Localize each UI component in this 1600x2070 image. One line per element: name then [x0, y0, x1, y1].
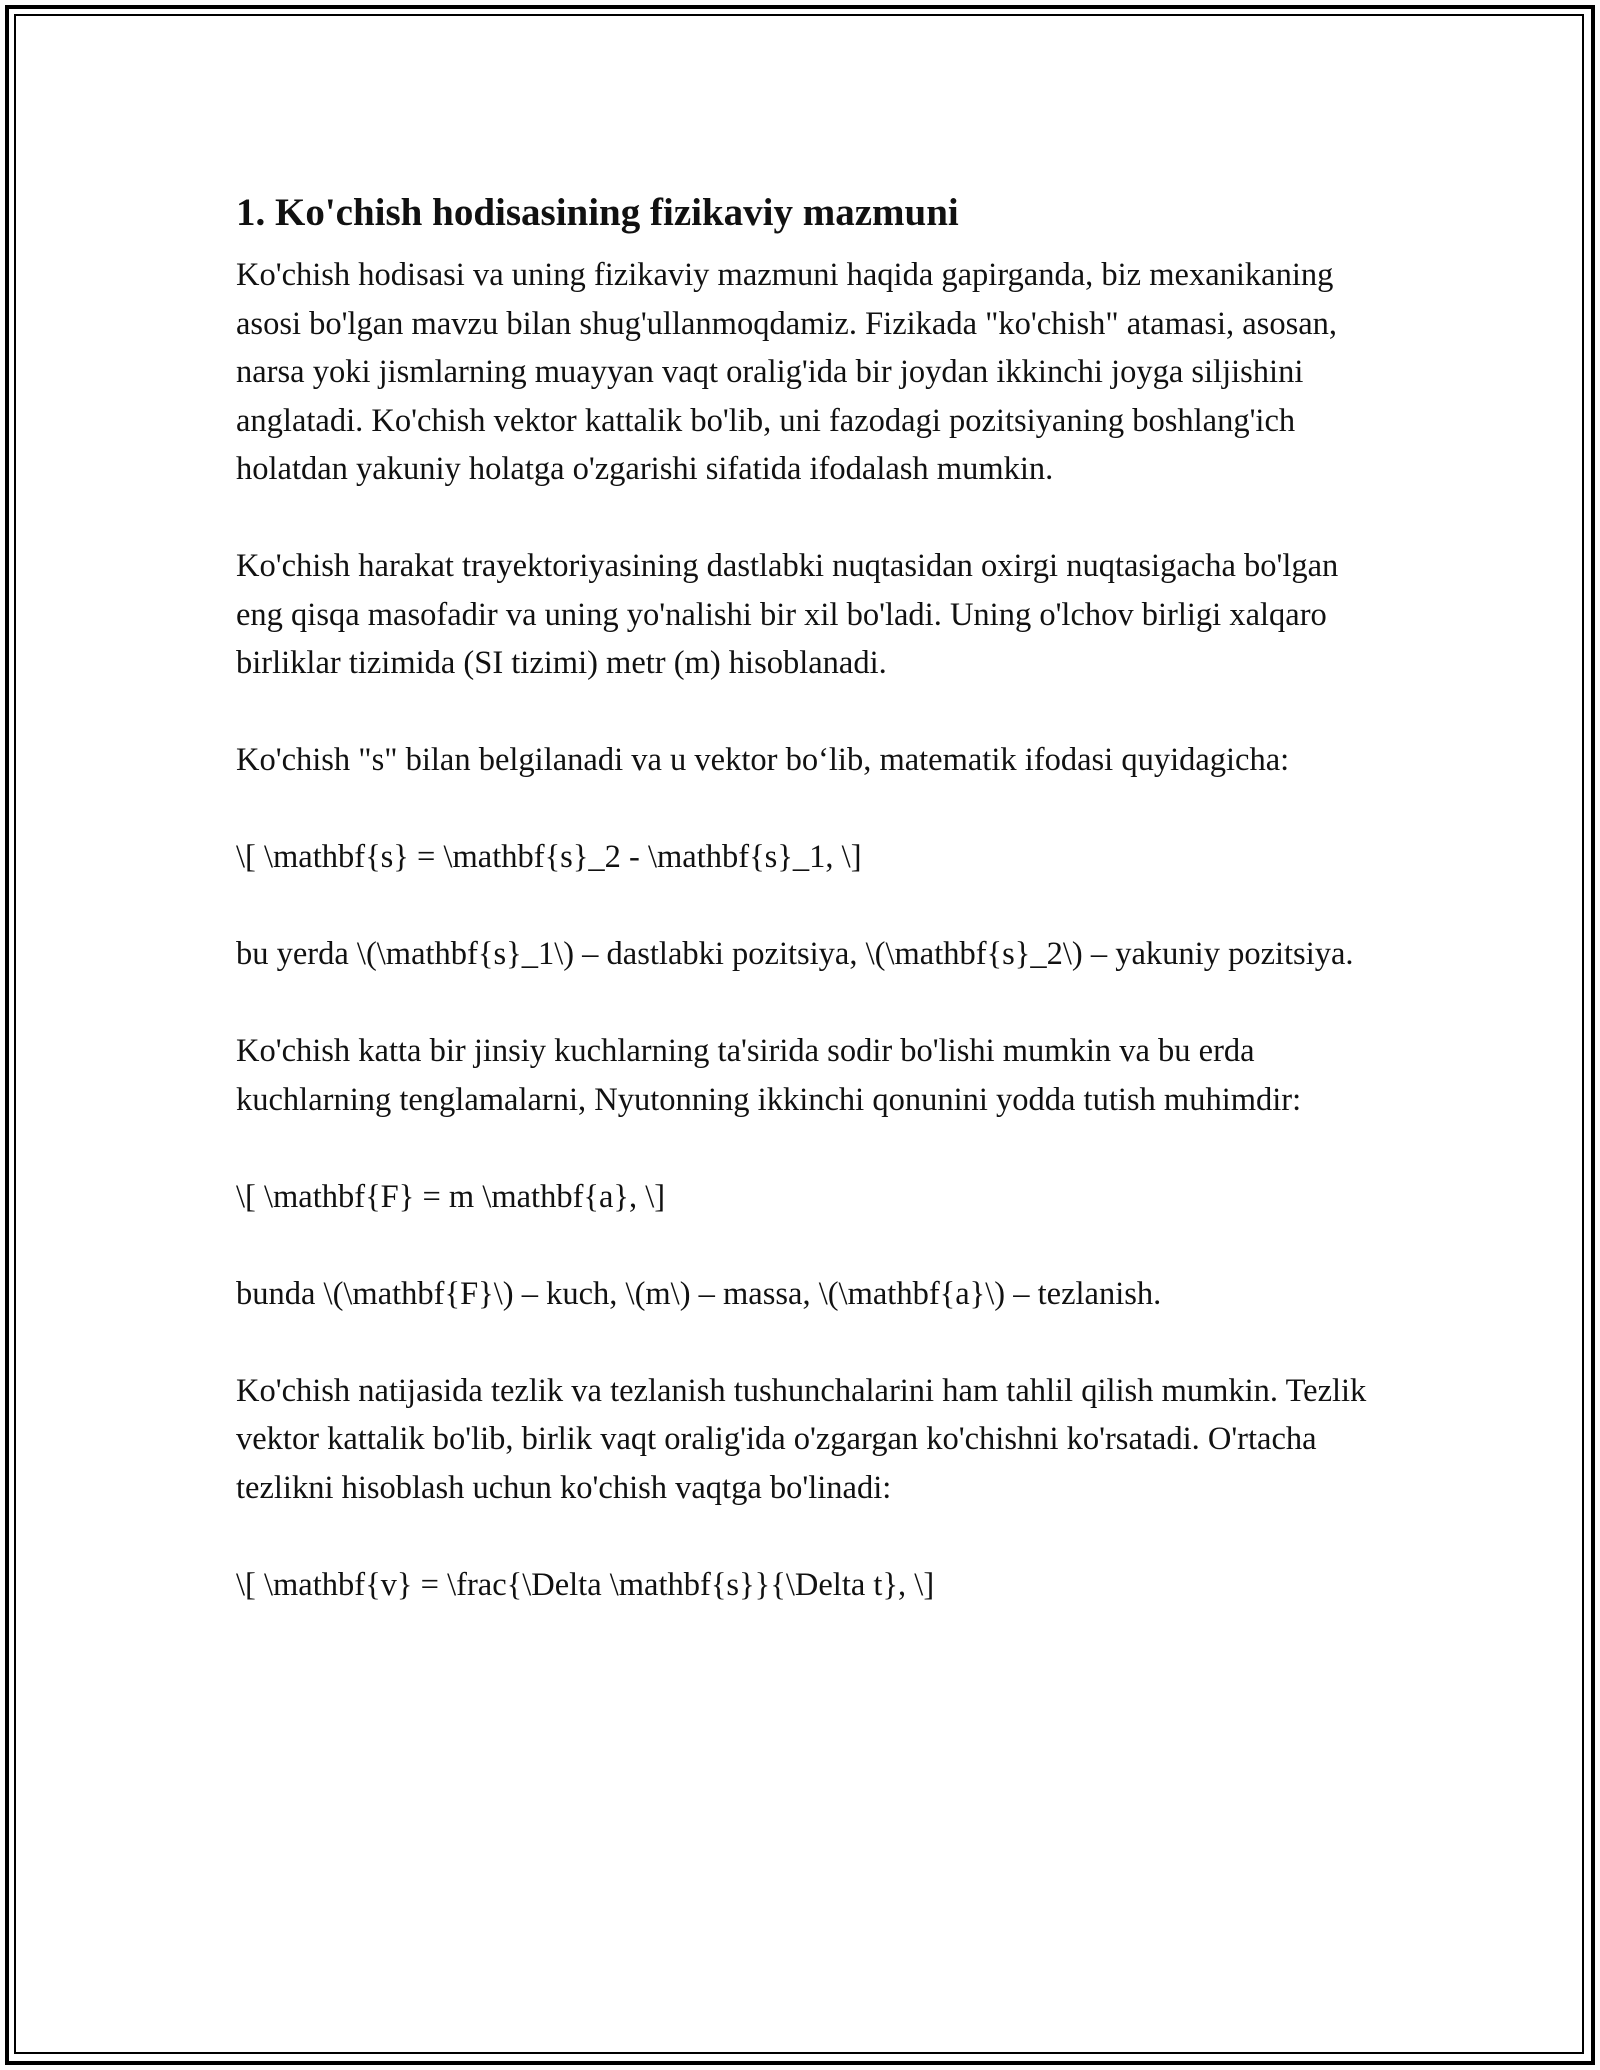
paragraph-intro: Ko'chish hodisasi va uning fizikaviy mazmuni haqida gapirganda, biz mexanikaning asosi bo'lgan mavzu bilan shug'ullanmoqdamiz. Fizikada "ko'chish" atamasi, asosan, narsa yoki jismlarning muayyan vaqt oralig'ida bir joydan ikkinchi joyga siljishini anglatadi. Ko'chish vektor kattalik bo'lib, uni fazodagi pozitsiyaning boshlang'ich holatdan yakuniy holatga o'zgarishi sifatida ifodalash mumkin. — [236, 257, 1338, 487]
formula-newton-second-law: \[ \mathbf{F} = m \mathbf{a}, \] — [236, 1178, 666, 1215]
paragraph-displacement-legend: bu yerda \(\mathbf{s}_1\) – dastlabki pozitsiya, \(\mathbf{s}_2\) – yakuniy pozitsiya. — [236, 936, 1354, 972]
formula-displacement: \[ \mathbf{s} = \mathbf{s}_2 - \mathbf{s}_1, \] — [236, 839, 862, 875]
document-body — [236, 183, 1376, 1658]
formula-average-velocity: \[ \mathbf{v} = \frac{\Delta \mathbf{s}}{\Delta t}, \] — [236, 1566, 935, 1603]
section-heading: 1. Ko'chish hodisasining fizikaviy mazmuni — [236, 191, 959, 234]
paragraph-notation: Ko'chish "s" bilan belgilanadi va u vektor bo‘lib, matematik ifodasi quyidagicha: — [236, 742, 1290, 778]
paragraph-velocity: Ko'chish natijasida tezlik va tezlanish tushunchalarini ham tahlil qilish mumkin. Tezlik vektor kattalik bo'lib, birlik vaqt oralig'ida o'zgargan ko'chishni ko'rsatadi. O'rtacha tezlikni hisoblash uchun ko'chish vaqtga bo'linadi: — [236, 1372, 1367, 1506]
paragraph-forces: Ko'chish katta bir jinsiy kuchlarning ta'sirida sodir bo'lishi mumkin va bu erda kuchlarning tenglamalarni, Nyutonning ikkinchi qonunini yodda tutish muhimdir: — [236, 1033, 1302, 1118]
paragraph-definition: Ko'chish harakat trayektoriyasining dastlabki nuqtasidan oxirgi nuqtasigacha bo'lgan eng qisqa masofadir va uning yo'nalishi bir xil bo'ladi. Uning o'lchov birligi xalqaro birliklar tizimida (SI tizimi) metr (m) hisoblanadi. — [236, 548, 1339, 681]
paragraph-force-legend: bunda \(\mathbf{F}\) – kuch, \(m\) – massa, \(\mathbf{a}\) – tezlanish. — [236, 1275, 1162, 1312]
